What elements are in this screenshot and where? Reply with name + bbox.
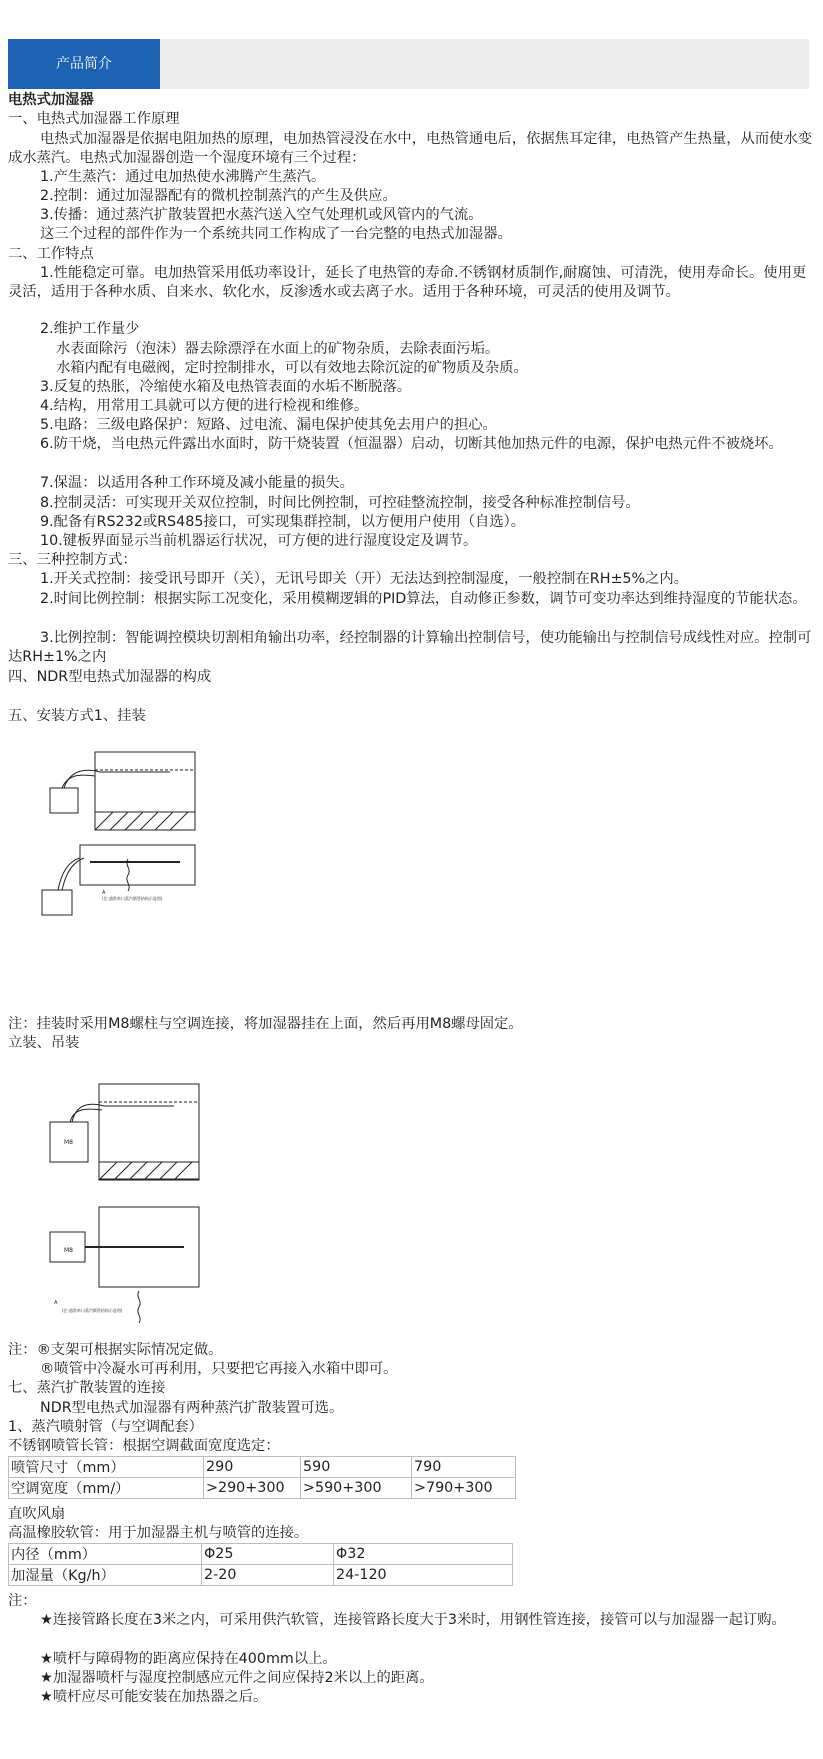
tab-bar [8,39,809,89]
section-5-note-2a: 注：®支架可根据实际情况定做。 [8,1342,223,1358]
table-cell: >290+300 [204,1478,301,1499]
section-5-note-2b: ®喷管中冷凝水可再利用，只要把它再接入水箱中即可。 [40,1361,398,1377]
figure-1-mark: A [102,890,106,896]
figure-1-legend: (注:通常单口蒸汽喷管结构示意图) [102,896,163,901]
figure-2-label-2: M8 [64,1247,73,1254]
table-cell: >790+300 [412,1478,516,1499]
section-3-heading: 三、三种控制方式： [8,552,137,568]
page-title: 电热式加湿器 [8,92,94,108]
feature-1: 1.性能稳定可靠。电加热管采用低功率设计，延长了电热管的寿命.不锈钢材质制作,耐腐蚀、可清洗，使用寿命长。使用更灵活，适用于各种水质、自来水、软化水，反渗透水或去离子水。适用于各种环境，可灵活的使用及调节。 [8,265,807,300]
feature-2a: 水表面除污（泡沫）器去除漂浮在水面上的矿物杂质，去除表面污垢。 [56,341,500,357]
table-cell: 喷管尺寸（mm） [9,1457,204,1478]
control-1: 1.开关式控制：接受讯号即开（关），无讯号即关（开）无法达到控制湿度，一般控制在RH±5%之内。 [40,571,689,587]
section-5-subheading: 立装、吊装 [8,1035,80,1051]
section-4-heading: 四、NDR型电热式加湿器的构成 [8,669,212,685]
section-7-sub-2-desc: 高温橡胶软管：用于加湿器主机与喷管的连接。 [8,1525,309,1541]
table-cell: >590+300 [301,1478,412,1499]
feature-2: 2.维护工作量少 [40,321,140,337]
table-cell: 加湿量（Kg/h） [9,1565,202,1586]
feature-9: 9.配备有RS232或RS485接口，可实现集群控制，以方便用户使用（自选）。 [40,514,526,530]
standing-hanging-diagram [44,1082,212,1332]
table-cell: 空调宽度（mm/） [9,1478,204,1499]
hose-table [8,1543,513,1586]
table-row [9,1478,516,1499]
section-1-item: 3.传播：通过蒸汽扩散装置把水蒸汽送入空气处理机或风管内的气流。 [40,207,483,223]
table-cell: 290 [204,1457,301,1478]
section-7-sub-1-desc: 不锈钢喷管长管：根据空调截面宽度选定： [8,1438,280,1454]
section-1-item: 这三个过程的部件作为一个系统共同工作构成了一台完整的电热式加湿器。 [40,226,512,242]
table-cell: Φ32 [334,1544,513,1565]
feature-5: 5.电路：三级电路保护：短路、过电流、漏电保护使其免去用户的担心。 [40,417,497,433]
table-cell: 790 [412,1457,516,1478]
note-item: ★喷杆应尽可能安装在加热器之后。 [40,1689,268,1705]
table-cell: 590 [301,1457,412,1478]
figure-2-label-1: M8 [64,1139,73,1146]
nozzle-size-table [8,1456,516,1499]
feature-7: 7.保温：以适用各种工作环境及减小能量的损失。 [40,475,354,491]
section-7-intro: NDR型电热式加湿器有两种蒸汽扩散装置可选。 [40,1400,344,1416]
figure-2-mark: A [54,1300,58,1306]
figure-2-legend: (注:通常单口蒸汽喷管结构示意图) [62,1308,123,1313]
tab-product-intro[interactable]: 产品简介 [8,39,160,89]
feature-4: 4.结构，用常用工具就可以方便的进行检视和维修。 [40,398,369,414]
section-7-sub-2: 直吹风扇 [8,1506,66,1522]
section-7-heading: 七、蒸汽扩散装置的连接 [8,1380,166,1396]
note-item: ★喷杆与障碍物的距离应保持在400mm以上。 [40,1651,337,1667]
table-row [9,1457,516,1478]
table-row [9,1544,513,1565]
feature-6: 6.防干烧，当电热元件露出水面时，防干烧装置（恒温器）启动，切断其他加热元件的电源，保护电热元件不被烧坏。 [40,436,783,452]
section-5-heading: 五、安装方式1、挂装 [8,708,146,724]
wall-mount-diagram [40,750,210,920]
table-cell: 2-20 [202,1565,334,1586]
section-7-sub-1: 1、蒸汽喷射管（与空调配套） [8,1419,203,1435]
section-1-item: 2.控制：通过加湿器配有的微机控制蒸汽的产生及供应。 [40,188,397,204]
control-3: 3.比例控制：智能调控模块切割相角输出功率，经控制器的计算输出控制信号，使功能输出与控制信号成线性对应。控制可达RH±1%之内 [8,630,812,665]
feature-8: 8.控制灵活：可实现开关双位控制，时间比例控制，可控硅整流控制，接受各种标准控制信号。 [40,495,640,511]
notes-label: 注： [8,1593,37,1609]
section-1-heading: 一、电热式加湿器工作原理 [8,111,180,127]
table-cell: 内径（mm） [9,1544,202,1565]
feature-10: 10.键板界面显示当前机器运行状况，可方便的进行湿度设定及调节。 [40,533,478,549]
note-item: ★连接管路长度在3米之内，可采用供汽软管，连接管路长度大于3米时，用钢性管连接，接管可以与加湿器一起订购。 [40,1612,786,1628]
section-5-note: 注：挂装时采用M8螺柱与空调连接，将加湿器挂在上面，然后再用M8螺母固定。 [8,1016,523,1032]
feature-2b: 水箱内配有电磁阀，定时控制排水，可以有效地去除沉淀的矿物质及杂质。 [56,360,528,376]
section-2-heading: 二、工作特点 [8,246,94,262]
note-item: ★加湿器喷杆与湿度控制感应元件之间应保持2米以上的距离。 [40,1670,434,1686]
feature-3: 3.反复的热胀，冷缩使水箱及电热管表面的水垢不断脱落。 [40,379,412,395]
section-1-paragraph: 电热式加湿器是依据电阻加热的原理，电加热管浸没在水中，电热管通电后，依据焦耳定律，电热管产生热量，从而使水变成水蒸汽。电热式加湿器创造一个湿度环境有三个过程： [8,131,813,166]
section-1-item: 1.产生蒸汽：通过电加热使水沸腾产生蒸汽。 [40,169,326,185]
table-cell: 24-120 [334,1565,513,1586]
table-row [9,1565,513,1586]
control-2: 2.时间比例控制：根据实际工况变化，采用模糊逻辑的PID算法，自动修正参数，调节可变功率达到维持湿度的节能状态。 [40,591,807,607]
table-cell: Φ25 [202,1544,334,1565]
